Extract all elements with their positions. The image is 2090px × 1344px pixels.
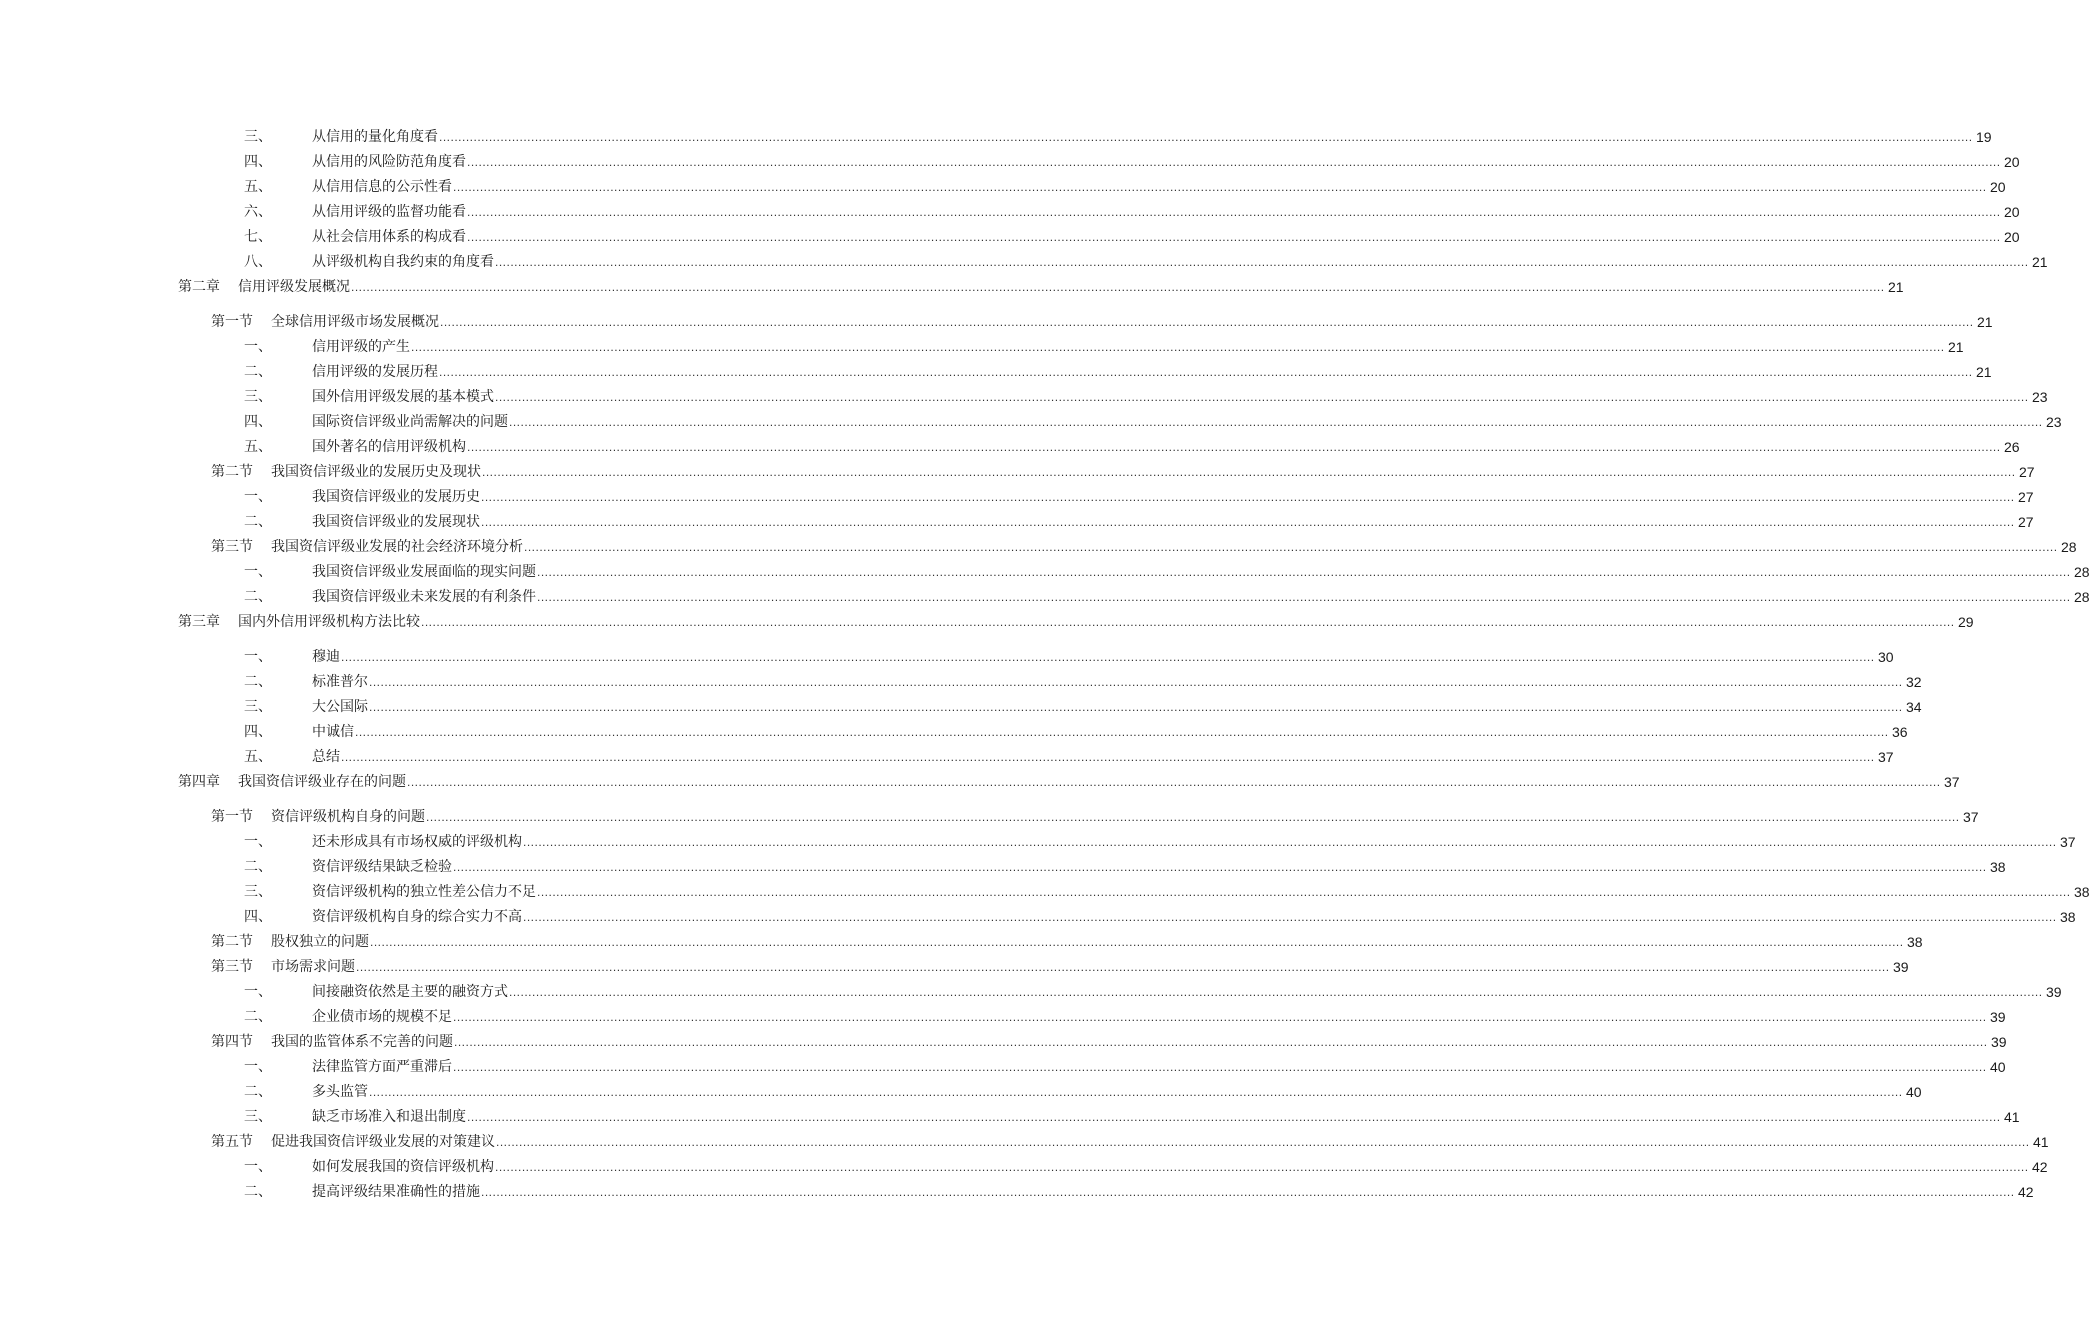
toc-page-number: 28 xyxy=(2074,564,2090,580)
toc-entry-number: 二、 xyxy=(244,364,272,380)
toc-dot-leader: ................................................................................................................................................................................................................................................................................................................................................................................................................ xyxy=(369,675,1903,689)
toc-dot-leader: ................................................................................................................................................................................................................................................................................................................................................................................................................ xyxy=(509,985,2043,999)
toc-chapter-entry[interactable] xyxy=(0,612,1974,632)
toc-dot-leader: ................................................................................................................................................................................................................................................................................................................................................................................................................ xyxy=(509,415,2043,429)
toc-page-number: 29 xyxy=(1958,614,1974,630)
toc-entry-title: 从信用的量化角度看 xyxy=(312,129,438,145)
toc-dot-leader: ................................................................................................................................................................................................................................................................................................................................................................................................................ xyxy=(467,1110,2001,1124)
toc-subsection-entry[interactable] xyxy=(0,562,2090,582)
toc-dot-leader: ................................................................................................................................................................................................................................................................................................................................................................................................................ xyxy=(453,860,1987,874)
toc-page-number: 41 xyxy=(2004,1109,2020,1125)
toc-dot-leader: ................................................................................................................................................................................................................................................................................................................................................................................................................ xyxy=(495,1160,2029,1174)
toc-entry-title: 资信评级结果缺乏检验 xyxy=(312,859,452,875)
toc-page-number: 34 xyxy=(1906,699,1922,715)
toc-subsection-entry[interactable] xyxy=(0,512,2034,532)
toc-section-entry[interactable] xyxy=(0,1032,2007,1052)
toc-page-number: 40 xyxy=(1906,1084,1922,1100)
toc-page-number: 32 xyxy=(1906,674,1922,690)
toc-entry-number: 第二节 xyxy=(211,464,253,480)
toc-page-number: 23 xyxy=(2046,414,2062,430)
toc-entry-title: 资信评级机构的独立性差公信力不足 xyxy=(312,884,536,900)
toc-entry-number: 四、 xyxy=(244,909,272,925)
toc-entry-title: 我国资信评级业的发展历史及现状 xyxy=(271,464,481,480)
toc-entry-title: 缺乏市场准入和退出制度 xyxy=(312,1109,466,1125)
toc-page-number: 42 xyxy=(2018,1184,2034,1200)
toc-entry-number: 四、 xyxy=(244,154,272,170)
toc-entry-title: 从信用信息的公示性看 xyxy=(312,179,452,195)
toc-entry-title: 国外著名的信用评级机构 xyxy=(312,439,466,455)
toc-subsection-entry[interactable] xyxy=(0,647,1894,667)
toc-chapter-entry[interactable] xyxy=(0,277,1904,297)
toc-subsection-entry[interactable] xyxy=(0,177,2006,197)
toc-entry-number: 第四节 xyxy=(211,1034,253,1050)
toc-entry-number: 第五节 xyxy=(211,1134,253,1150)
toc-entry-number: 一、 xyxy=(244,1159,272,1175)
toc-section-entry[interactable] xyxy=(0,462,2035,482)
toc-entry-title: 国际资信评级业尚需解决的问题 xyxy=(312,414,508,430)
toc-page-number: 19 xyxy=(1976,129,1992,145)
toc-entry-title: 从评级机构自我约束的角度看 xyxy=(312,254,494,270)
toc-dot-leader: ................................................................................................................................................................................................................................................................................................................................................................................................................ xyxy=(341,650,1875,664)
toc-entry-number: 一、 xyxy=(244,564,272,580)
toc-page-number: 27 xyxy=(2018,514,2034,530)
toc-page-number: 30 xyxy=(1878,649,1894,665)
toc-dot-leader: ................................................................................................................................................................................................................................................................................................................................................................................................................ xyxy=(426,810,1960,824)
toc-entry-title: 从信用的风险防范角度看 xyxy=(312,154,466,170)
toc-dot-leader: ................................................................................................................................................................................................................................................................................................................................................................................................................ xyxy=(495,255,2029,269)
toc-entry-number: 五、 xyxy=(244,749,272,765)
toc-entry-title: 我国资信评级业的发展现状 xyxy=(312,514,480,530)
toc-entry-number: 一、 xyxy=(244,489,272,505)
toc-dot-leader: ................................................................................................................................................................................................................................................................................................................................................................................................................ xyxy=(467,155,2001,169)
toc-dot-leader: ................................................................................................................................................................................................................................................................................................................................................................................................................ xyxy=(524,540,2058,554)
toc-subsection-entry[interactable] xyxy=(0,1057,2006,1077)
toc-subsection-entry[interactable] xyxy=(0,202,2020,222)
toc-entry-title: 信用评级发展概况 xyxy=(238,279,350,295)
toc-entry-title: 从信用评级的监督功能看 xyxy=(312,204,466,220)
toc-page-number: 37 xyxy=(2060,834,2076,850)
toc-page-number: 41 xyxy=(2033,1134,2049,1150)
toc-page-number: 40 xyxy=(1990,1059,2006,1075)
toc-subsection-entry[interactable] xyxy=(0,152,2020,172)
toc-entry-number: 第四章 xyxy=(178,774,220,790)
toc-subsection-entry[interactable] xyxy=(0,227,2020,247)
toc-dot-leader: ................................................................................................................................................................................................................................................................................................................................................................................................................ xyxy=(369,1085,1903,1099)
toc-entry-title: 促进我国资信评级业发展的对策建议 xyxy=(271,1134,495,1150)
toc-entry-number: 二、 xyxy=(244,1184,272,1200)
toc-entry-title: 穆迪 xyxy=(312,649,340,665)
toc-dot-leader: ................................................................................................................................................................................................................................................................................................................................................................................................................ xyxy=(537,885,2071,899)
toc-entry-title: 如何发展我国的资信评级机构 xyxy=(312,1159,494,1175)
toc-entry-title: 我国的监管体系不完善的问题 xyxy=(271,1034,453,1050)
toc-entry-title: 国内外信用评级机构方法比较 xyxy=(238,614,420,630)
toc-page-number: 39 xyxy=(1893,959,1909,975)
toc-subsection-entry[interactable] xyxy=(0,857,2006,877)
toc-subsection-entry[interactable] xyxy=(0,337,1964,357)
toc-entry-number: 第三章 xyxy=(178,614,220,630)
toc-entry-title: 从社会信用体系的构成看 xyxy=(312,229,466,245)
toc-entry-number: 二、 xyxy=(244,589,272,605)
toc-dot-leader: ................................................................................................................................................................................................................................................................................................................................................................................................................ xyxy=(481,1185,2015,1199)
toc-entry-title: 法律监管方面严重滞后 xyxy=(312,1059,452,1075)
toc-subsection-entry[interactable] xyxy=(0,127,1992,147)
toc-dot-leader: ................................................................................................................................................................................................................................................................................................................................................................................................................ xyxy=(481,515,2015,529)
toc-subsection-entry[interactable] xyxy=(0,907,2076,927)
toc-entry-title: 信用评级的产生 xyxy=(312,339,410,355)
toc-dot-leader: ................................................................................................................................................................................................................................................................................................................................................................................................................ xyxy=(481,490,2015,504)
toc-dot-leader: ................................................................................................................................................................................................................................................................................................................................................................................................................ xyxy=(467,440,2001,454)
toc-entry-number: 八、 xyxy=(244,254,272,270)
toc-subsection-entry[interactable] xyxy=(0,1182,2034,1202)
toc-page-number: 38 xyxy=(1907,934,1923,950)
toc-dot-leader: ................................................................................................................................................................................................................................................................................................................................................................................................................ xyxy=(523,910,2057,924)
toc-page-number: 36 xyxy=(1892,724,1908,740)
toc-page-number: 37 xyxy=(1878,749,1894,765)
toc-page-number: 38 xyxy=(2060,909,2076,925)
toc-entry-number: 四、 xyxy=(244,414,272,430)
toc-dot-leader: ................................................................................................................................................................................................................................................................................................................................................................................................................ xyxy=(355,725,1889,739)
toc-page-number: 27 xyxy=(2018,489,2034,505)
toc-subsection-entry[interactable] xyxy=(0,437,2020,457)
toc-page-number: 28 xyxy=(2061,539,2077,555)
toc-dot-leader: ................................................................................................................................................................................................................................................................................................................................................................................................................ xyxy=(523,835,2057,849)
toc-page-number: 21 xyxy=(1977,314,1993,330)
toc-entry-number: 第一节 xyxy=(211,314,253,330)
toc-entry-title: 资信评级机构自身的综合实力不高 xyxy=(312,909,522,925)
toc-subsection-entry[interactable] xyxy=(0,252,2048,272)
toc-entry-title: 我国资信评级业发展的社会经济环境分析 xyxy=(271,539,523,555)
toc-page-number: 21 xyxy=(1948,339,1964,355)
toc-dot-leader: ................................................................................................................................................................................................................................................................................................................................................................................................................ xyxy=(411,340,1945,354)
toc-subsection-entry[interactable] xyxy=(0,672,1922,692)
toc-subsection-entry[interactable] xyxy=(0,722,1908,742)
toc-subsection-entry[interactable] xyxy=(0,1107,2020,1127)
toc-entry-number: 一、 xyxy=(244,834,272,850)
toc-subsection-entry[interactable] xyxy=(0,387,2048,407)
toc-entry-number: 三、 xyxy=(244,699,272,715)
toc-entry-title: 我国资信评级业的发展历史 xyxy=(312,489,480,505)
toc-entry-number: 第一节 xyxy=(211,809,253,825)
toc-page-number: 20 xyxy=(2004,229,2020,245)
toc-page-number: 38 xyxy=(1990,859,2006,875)
toc-entry-title: 股权独立的问题 xyxy=(271,934,369,950)
toc-subsection-entry[interactable] xyxy=(0,587,2090,607)
toc-entry-title: 信用评级的发展历程 xyxy=(312,364,438,380)
toc-page-number: 38 xyxy=(2074,884,2090,900)
toc-entry-number: 三、 xyxy=(244,129,272,145)
toc-entry-number: 二、 xyxy=(244,1009,272,1025)
toc-section-entry[interactable] xyxy=(0,807,1979,827)
toc-page-number: 28 xyxy=(2074,589,2090,605)
toc-entry-number: 第三节 xyxy=(211,539,253,555)
toc-dot-leader: ................................................................................................................................................................................................................................................................................................................................................................................................................ xyxy=(440,315,1974,329)
toc-entry-title: 提高评级结果准确性的措施 xyxy=(312,1184,480,1200)
toc-entry-number: 六、 xyxy=(244,204,272,220)
toc-entry-title: 多头监管 xyxy=(312,1084,368,1100)
toc-chapter-entry[interactable] xyxy=(0,772,1960,792)
toc-entry-title: 中诚信 xyxy=(312,724,354,740)
toc-dot-leader: ................................................................................................................................................................................................................................................................................................................................................................................................................ xyxy=(467,230,2001,244)
toc-subsection-entry[interactable] xyxy=(0,362,1992,382)
toc-entry-title: 企业债市场的规模不足 xyxy=(312,1009,452,1025)
toc-dot-leader: ................................................................................................................................................................................................................................................................................................................................................................................................................ xyxy=(495,390,2029,404)
toc-entry-number: 三、 xyxy=(244,1109,272,1125)
toc-dot-leader: ................................................................................................................................................................................................................................................................................................................................................................................................................ xyxy=(341,750,1875,764)
toc-entry-number: 一、 xyxy=(244,984,272,1000)
toc-entry-number: 二、 xyxy=(244,859,272,875)
toc-entry-number: 第二节 xyxy=(211,934,253,950)
toc-page-number: 37 xyxy=(1963,809,1979,825)
toc-entry-title: 间接融资依然是主要的融资方式 xyxy=(312,984,508,1000)
toc-subsection-entry[interactable] xyxy=(0,412,2062,432)
toc-entry-title: 标准普尔 xyxy=(312,674,368,690)
toc-entry-number: 一、 xyxy=(244,649,272,665)
toc-dot-leader: ................................................................................................................................................................................................................................................................................................................................................................................................................ xyxy=(369,700,1903,714)
toc-dot-leader: ................................................................................................................................................................................................................................................................................................................................................................................................................ xyxy=(407,775,1941,789)
toc-page-number: 20 xyxy=(2004,204,2020,220)
toc-page-number: 42 xyxy=(2032,1159,2048,1175)
toc-page-number: 39 xyxy=(1990,1009,2006,1025)
toc-dot-leader: ................................................................................................................................................................................................................................................................................................................................................................................................................ xyxy=(467,205,2001,219)
toc-section-entry[interactable] xyxy=(0,312,1993,332)
toc-entry-title: 国外信用评级发展的基本模式 xyxy=(312,389,494,405)
toc-dot-leader: ................................................................................................................................................................................................................................................................................................................................................................................................................ xyxy=(370,935,1904,949)
toc-page-number: 26 xyxy=(2004,439,2020,455)
toc-page-number: 21 xyxy=(2032,254,2048,270)
toc-entry-number: 一、 xyxy=(244,1059,272,1075)
toc-page-number: 21 xyxy=(1888,279,1904,295)
toc-dot-leader: ................................................................................................................................................................................................................................................................................................................................................................................................................ xyxy=(537,565,2071,579)
toc-page-number: 39 xyxy=(1991,1034,2007,1050)
toc-entry-number: 四、 xyxy=(244,724,272,740)
toc-dot-leader: ................................................................................................................................................................................................................................................................................................................................................................................................................ xyxy=(453,1060,1987,1074)
toc-entry-number: 三、 xyxy=(244,389,272,405)
toc-page-number: 27 xyxy=(2019,464,2035,480)
toc-entry-number: 五、 xyxy=(244,179,272,195)
toc-dot-leader: ................................................................................................................................................................................................................................................................................................................................................................................................................ xyxy=(351,280,1885,294)
toc-page-number: 23 xyxy=(2032,389,2048,405)
toc-section-entry[interactable] xyxy=(0,537,2077,557)
toc-entry-number: 三、 xyxy=(244,884,272,900)
toc-entry-number: 七、 xyxy=(244,229,272,245)
toc-dot-leader: ................................................................................................................................................................................................................................................................................................................................................................................................................ xyxy=(496,1135,2030,1149)
toc-entry-title: 市场需求问题 xyxy=(271,959,355,975)
toc-dot-leader: ................................................................................................................................................................................................................................................................................................................................................................................................................ xyxy=(453,1010,1987,1024)
toc-entry-title: 大公国际 xyxy=(312,699,368,715)
toc-subsection-entry[interactable] xyxy=(0,697,1922,717)
toc-entry-number: 五、 xyxy=(244,439,272,455)
toc-entry-title: 还未形成具有市场权威的评级机构 xyxy=(312,834,522,850)
toc-subsection-entry[interactable] xyxy=(0,1082,1922,1102)
toc-entry-title: 总结 xyxy=(312,749,340,765)
toc-entry-title: 全球信用评级市场发展概况 xyxy=(271,314,439,330)
toc-section-entry[interactable] xyxy=(0,932,1923,952)
toc-subsection-entry[interactable] xyxy=(0,832,2076,852)
toc-subsection-entry[interactable] xyxy=(0,1157,2048,1177)
toc-dot-leader: ................................................................................................................................................................................................................................................................................................................................................................................................................ xyxy=(356,960,1890,974)
toc-dot-leader: ................................................................................................................................................................................................................................................................................................................................................................................................................ xyxy=(453,180,1987,194)
toc-entry-number: 二、 xyxy=(244,514,272,530)
toc-entry-number: 第二章 xyxy=(178,279,220,295)
toc-entry-number: 二、 xyxy=(244,1084,272,1100)
toc-entry-title: 我国资信评级业发展面临的现实问题 xyxy=(312,564,536,580)
toc-section-entry[interactable] xyxy=(0,1132,2049,1152)
toc-entry-title: 资信评级机构自身的问题 xyxy=(271,809,425,825)
toc-dot-leader: ................................................................................................................................................................................................................................................................................................................................................................................................................ xyxy=(439,365,1973,379)
toc-subsection-entry[interactable] xyxy=(0,747,1894,767)
toc-entry-title: 我国资信评级业未来发展的有利条件 xyxy=(312,589,536,605)
toc-subsection-entry[interactable] xyxy=(0,882,2090,902)
toc-dot-leader: ................................................................................................................................................................................................................................................................................................................................................................................................................ xyxy=(454,1035,1988,1049)
toc-dot-leader: ................................................................................................................................................................................................................................................................................................................................................................................................................ xyxy=(537,590,2071,604)
toc-page-number: 39 xyxy=(2046,984,2062,1000)
toc-page-number: 21 xyxy=(1976,364,1992,380)
toc-section-entry[interactable] xyxy=(0,957,1909,977)
toc-page-number: 20 xyxy=(1990,179,2006,195)
toc-entry-number: 第三节 xyxy=(211,959,253,975)
toc-subsection-entry[interactable] xyxy=(0,1007,2006,1027)
toc-page-number: 37 xyxy=(1944,774,1960,790)
toc-dot-leader: ................................................................................................................................................................................................................................................................................................................................................................................................................ xyxy=(439,130,1973,144)
toc-entry-title: 我国资信评级业存在的问题 xyxy=(238,774,406,790)
toc-subsection-entry[interactable] xyxy=(0,982,2062,1002)
toc-page-number: 20 xyxy=(2004,154,2020,170)
toc-entry-number: 一、 xyxy=(244,339,272,355)
toc-subsection-entry[interactable] xyxy=(0,487,2034,507)
toc-dot-leader: ................................................................................................................................................................................................................................................................................................................................................................................................................ xyxy=(482,465,2016,479)
toc-dot-leader: ................................................................................................................................................................................................................................................................................................................................................................................................................ xyxy=(421,615,1955,629)
toc-entry-number: 二、 xyxy=(244,674,272,690)
